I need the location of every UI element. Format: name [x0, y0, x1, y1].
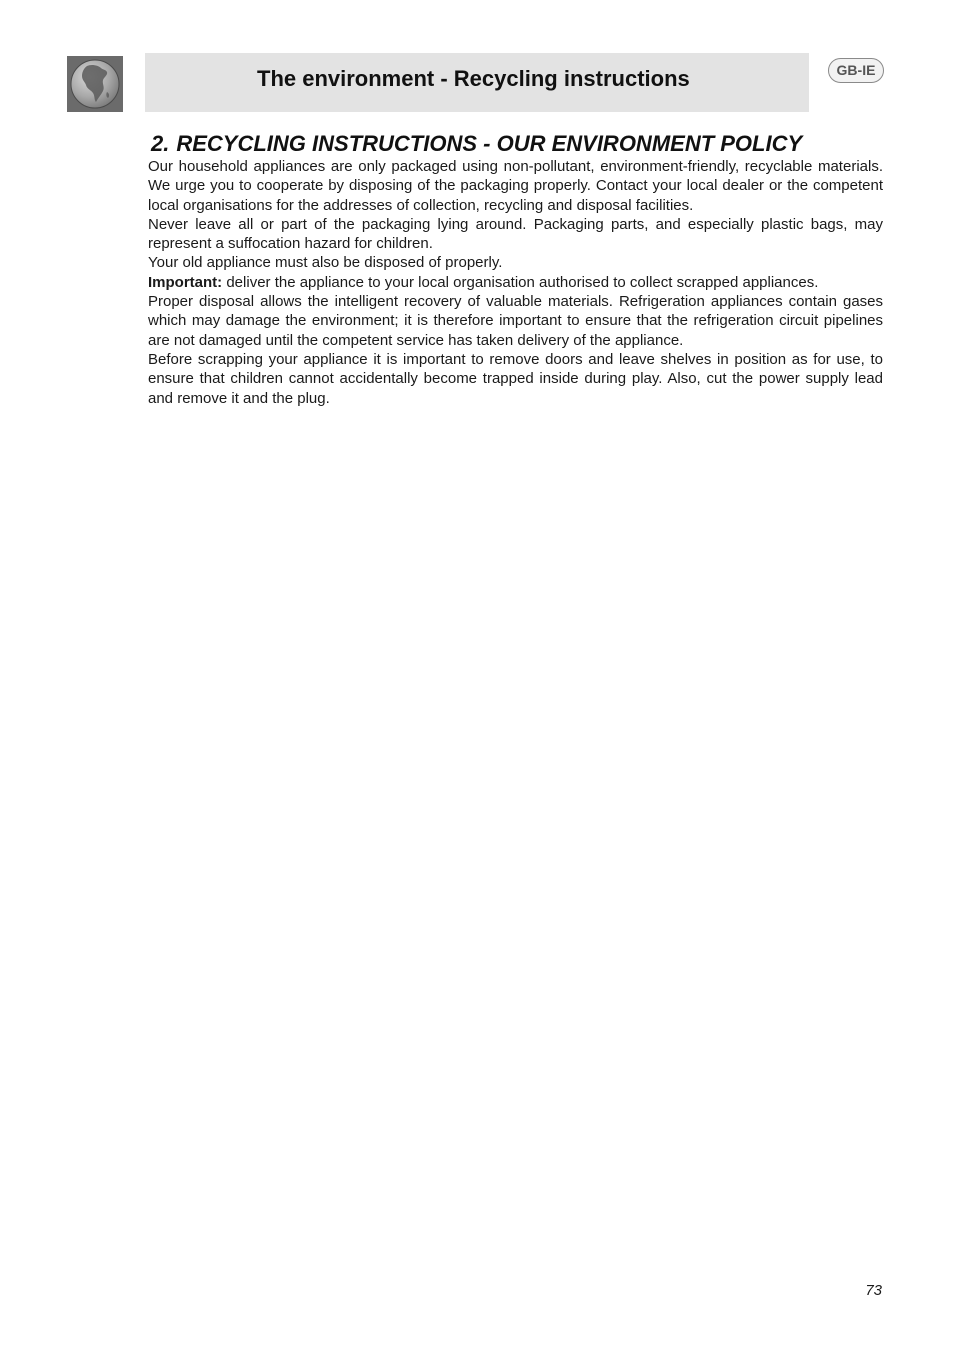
- language-badge: GB-IE: [828, 58, 884, 83]
- globe-graphic: [67, 56, 123, 112]
- section-body: [148, 157, 883, 408]
- paragraph-hazard: Never leave all or part of the packaging lying around. Packaging parts, and especially plastic bags, may represent a suffocation hazard for children.: [148, 215, 883, 253]
- paragraph-old-appliance: Your old appliance must also be disposed of properly.: [148, 254, 503, 272]
- paragraph-scrapping: Before scrapping your appliance it is important to remove doors and leave shelves in position as for use, to ensure that children cannot accidentally become trapped inside during play. Also, cut the power supply lead and remove it and the plug.: [148, 350, 883, 407]
- globe-icon: [67, 56, 123, 112]
- important-text: deliver the appliance to your local organisation authorised to collect scrapped appliances.: [222, 273, 819, 291]
- paragraph-packaging: Our household appliances are only packaged using non-pollutant, environment-friendly, recyclable materials. We urge you to cooperate by disposing of the packaging properly. Contact your local dealer or the competent local organisations for the addresses of collection, recycling and disposal facilities.: [148, 158, 883, 214]
- section-number: 2.: [151, 131, 170, 156]
- page-number: 73: [865, 1282, 882, 1299]
- section-heading: [151, 130, 802, 157]
- section-title: RECYCLING INSTRUCTIONS - OUR ENVIRONMENT POLICY: [176, 131, 803, 156]
- page-title: The environment - Recycling instructions: [257, 66, 690, 91]
- paragraph-disposal: Proper disposal allows the intelligent recovery of valuable materials. Refrigeration appliances contain gases which may damage the environment; it is therefore important to ensure that the refrigeration circuit pipelines are not damaged until the competent service has taken delivery of the appliance.: [148, 293, 883, 349]
- header-bar: [145, 53, 809, 112]
- paragraph-important: [148, 273, 883, 292]
- important-label: Important:: [148, 273, 223, 291]
